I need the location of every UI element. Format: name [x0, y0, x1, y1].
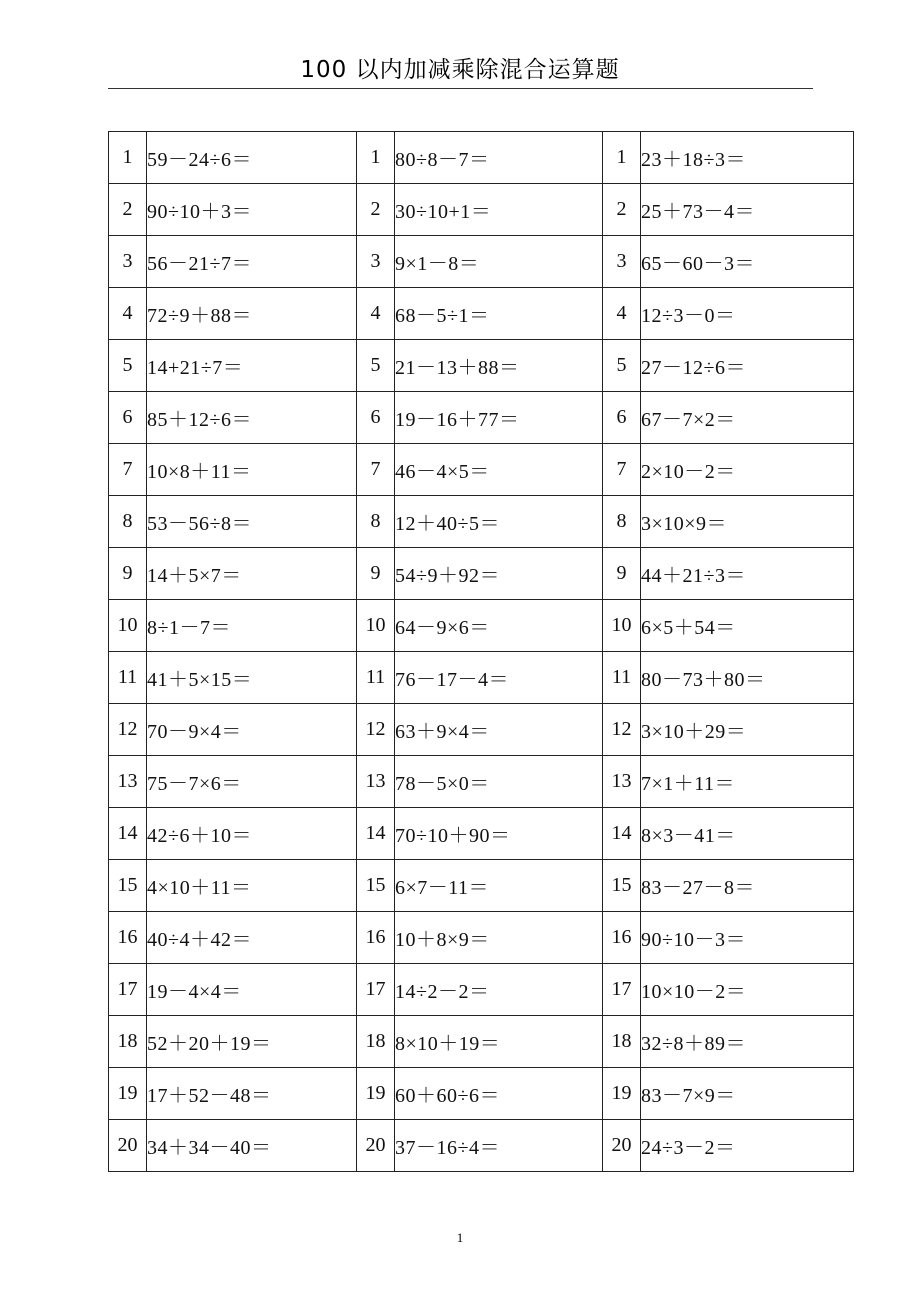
problem-expression: 64－9×6＝ — [395, 600, 603, 652]
table-row — [109, 496, 854, 548]
problem-expression: 70÷10＋90＝ — [395, 808, 603, 860]
table-row — [109, 236, 854, 288]
problem-number: 15 — [603, 860, 641, 912]
table-row — [109, 860, 854, 912]
table-row — [109, 548, 854, 600]
problem-expression: 23＋18÷3＝ — [641, 132, 854, 184]
problem-number: 17 — [603, 964, 641, 1016]
problem-number: 12 — [603, 704, 641, 756]
problem-expression: 8×10＋19＝ — [395, 1016, 603, 1068]
problem-number: 3 — [603, 236, 641, 288]
problem-expression: 68－5÷1＝ — [395, 288, 603, 340]
problem-expression: 76－17－4＝ — [395, 652, 603, 704]
problem-number: 20 — [109, 1120, 147, 1172]
problem-number: 9 — [603, 548, 641, 600]
problem-expression: 53－56÷8＝ — [147, 496, 357, 548]
problem-expression: 24÷3－2＝ — [641, 1120, 854, 1172]
problem-expression: 9×1－8＝ — [395, 236, 603, 288]
problem-expression: 25＋73－4＝ — [641, 184, 854, 236]
problem-expression: 8×3－41＝ — [641, 808, 854, 860]
problem-expression: 10＋8×9＝ — [395, 912, 603, 964]
problem-number: 11 — [603, 652, 641, 704]
problem-expression: 4×10＋11＝ — [147, 860, 357, 912]
problem-expression: 65－60－3＝ — [641, 236, 854, 288]
problem-number: 14 — [603, 808, 641, 860]
problem-expression: 10×10－2＝ — [641, 964, 854, 1016]
problem-expression: 14+21÷7＝ — [147, 340, 357, 392]
problem-number: 19 — [109, 1068, 147, 1120]
problem-number: 18 — [357, 1016, 395, 1068]
problem-expression: 85＋12÷6＝ — [147, 392, 357, 444]
problem-number: 13 — [603, 756, 641, 808]
problem-number: 3 — [357, 236, 395, 288]
problem-number: 19 — [357, 1068, 395, 1120]
problem-expression: 8÷1－7＝ — [147, 600, 357, 652]
problem-expression: 7×1＋11＝ — [641, 756, 854, 808]
problem-expression: 10×8＋11＝ — [147, 444, 357, 496]
problem-expression: 72÷9＋88＝ — [147, 288, 357, 340]
problem-number: 18 — [603, 1016, 641, 1068]
problem-number: 6 — [603, 392, 641, 444]
problem-number: 1 — [109, 132, 147, 184]
problem-expression: 3×10×9＝ — [641, 496, 854, 548]
problem-number: 6 — [109, 392, 147, 444]
problem-expression: 12÷3－0＝ — [641, 288, 854, 340]
problem-expression: 54÷9＋92＝ — [395, 548, 603, 600]
problem-number: 16 — [109, 912, 147, 964]
problem-expression: 19－16＋77＝ — [395, 392, 603, 444]
problem-expression: 14＋5×7＝ — [147, 548, 357, 600]
problem-number: 17 — [357, 964, 395, 1016]
problem-expression: 37－16÷4＝ — [395, 1120, 603, 1172]
problem-expression: 19－4×4＝ — [147, 964, 357, 1016]
table-row — [109, 704, 854, 756]
problem-expression: 83－27－8＝ — [641, 860, 854, 912]
problem-expression: 52＋20＋19＝ — [147, 1016, 357, 1068]
problem-number: 14 — [357, 808, 395, 860]
problem-expression: 78－5×0＝ — [395, 756, 603, 808]
problem-expression: 27－12÷6＝ — [641, 340, 854, 392]
problem-expression: 90÷10－3＝ — [641, 912, 854, 964]
table-row — [109, 1120, 854, 1172]
problem-number: 2 — [109, 184, 147, 236]
problem-expression: 67－7×2＝ — [641, 392, 854, 444]
problem-number: 6 — [357, 392, 395, 444]
problem-number: 16 — [357, 912, 395, 964]
title-underline — [108, 88, 813, 89]
problem-expression: 75－7×6＝ — [147, 756, 357, 808]
problem-number: 12 — [109, 704, 147, 756]
problem-expression: 83－7×9＝ — [641, 1068, 854, 1120]
table-row — [109, 756, 854, 808]
problem-number: 7 — [109, 444, 147, 496]
problem-table — [108, 131, 854, 1172]
problem-number: 19 — [603, 1068, 641, 1120]
problem-number: 7 — [357, 444, 395, 496]
problem-expression: 44＋21÷3＝ — [641, 548, 854, 600]
problem-number: 10 — [603, 600, 641, 652]
problem-number: 8 — [109, 496, 147, 548]
problem-expression: 32÷8＋89＝ — [641, 1016, 854, 1068]
problem-expression: 46－4×5＝ — [395, 444, 603, 496]
problem-number: 5 — [357, 340, 395, 392]
problem-number: 1 — [603, 132, 641, 184]
problem-expression: 12＋40÷5＝ — [395, 496, 603, 548]
table-row — [109, 340, 854, 392]
problem-expression: 80÷8－7＝ — [395, 132, 603, 184]
table-row — [109, 808, 854, 860]
problem-number: 9 — [109, 548, 147, 600]
problem-expression: 34＋34－40＝ — [147, 1120, 357, 1172]
problem-number: 20 — [357, 1120, 395, 1172]
problem-number: 2 — [357, 184, 395, 236]
problem-expression: 80－73＋80＝ — [641, 652, 854, 704]
problem-number: 5 — [603, 340, 641, 392]
problem-number: 5 — [109, 340, 147, 392]
table-row — [109, 184, 854, 236]
table-row — [109, 392, 854, 444]
table-row — [109, 964, 854, 1016]
problem-expression: 6×5＋54＝ — [641, 600, 854, 652]
problem-expression: 42÷6＋10＝ — [147, 808, 357, 860]
table-row — [109, 288, 854, 340]
problem-number: 16 — [603, 912, 641, 964]
problem-expression: 3×10＋29＝ — [641, 704, 854, 756]
problem-expression: 14÷2－2＝ — [395, 964, 603, 1016]
problem-number: 11 — [357, 652, 395, 704]
problem-number: 17 — [109, 964, 147, 1016]
problem-number: 20 — [603, 1120, 641, 1172]
problem-number: 15 — [357, 860, 395, 912]
problem-expression: 17＋52－48＝ — [147, 1068, 357, 1120]
problem-expression: 60＋60÷6＝ — [395, 1068, 603, 1120]
table-row — [109, 1068, 854, 1120]
table-row — [109, 444, 854, 496]
problem-number: 12 — [357, 704, 395, 756]
problem-number: 15 — [109, 860, 147, 912]
problem-number: 11 — [109, 652, 147, 704]
problem-expression: 63＋9×4＝ — [395, 704, 603, 756]
problem-expression: 6×7－11＝ — [395, 860, 603, 912]
page-title: 100 以内加减乘除混合运算题 — [300, 57, 620, 83]
problem-number: 4 — [357, 288, 395, 340]
problem-number: 10 — [357, 600, 395, 652]
page-number: 1 — [456, 1230, 464, 1245]
problem-number: 4 — [109, 288, 147, 340]
problem-number: 8 — [603, 496, 641, 548]
table-row — [109, 1016, 854, 1068]
problem-expression: 2×10－2＝ — [641, 444, 854, 496]
table-row — [109, 652, 854, 704]
problem-number: 18 — [109, 1016, 147, 1068]
table-row — [109, 600, 854, 652]
problem-expression: 90÷10＋3＝ — [147, 184, 357, 236]
problem-expression: 56－21÷7＝ — [147, 236, 357, 288]
table-row — [109, 132, 854, 184]
problem-number: 13 — [109, 756, 147, 808]
problem-number: 4 — [603, 288, 641, 340]
problem-expression: 70－9×4＝ — [147, 704, 357, 756]
problem-number: 14 — [109, 808, 147, 860]
table-row — [109, 912, 854, 964]
problem-number: 7 — [603, 444, 641, 496]
problem-number: 9 — [357, 548, 395, 600]
problem-expression: 21－13＋88＝ — [395, 340, 603, 392]
problem-number: 8 — [357, 496, 395, 548]
problem-number: 2 — [603, 184, 641, 236]
problem-expression: 30÷10+1＝ — [395, 184, 603, 236]
problem-number: 10 — [109, 600, 147, 652]
problem-table-body — [109, 132, 854, 1172]
problem-expression: 41＋5×15＝ — [147, 652, 357, 704]
problem-number: 3 — [109, 236, 147, 288]
problem-expression: 59－24÷6＝ — [147, 132, 357, 184]
problem-number: 13 — [357, 756, 395, 808]
problem-expression: 40÷4＋42＝ — [147, 912, 357, 964]
problem-number: 1 — [357, 132, 395, 184]
